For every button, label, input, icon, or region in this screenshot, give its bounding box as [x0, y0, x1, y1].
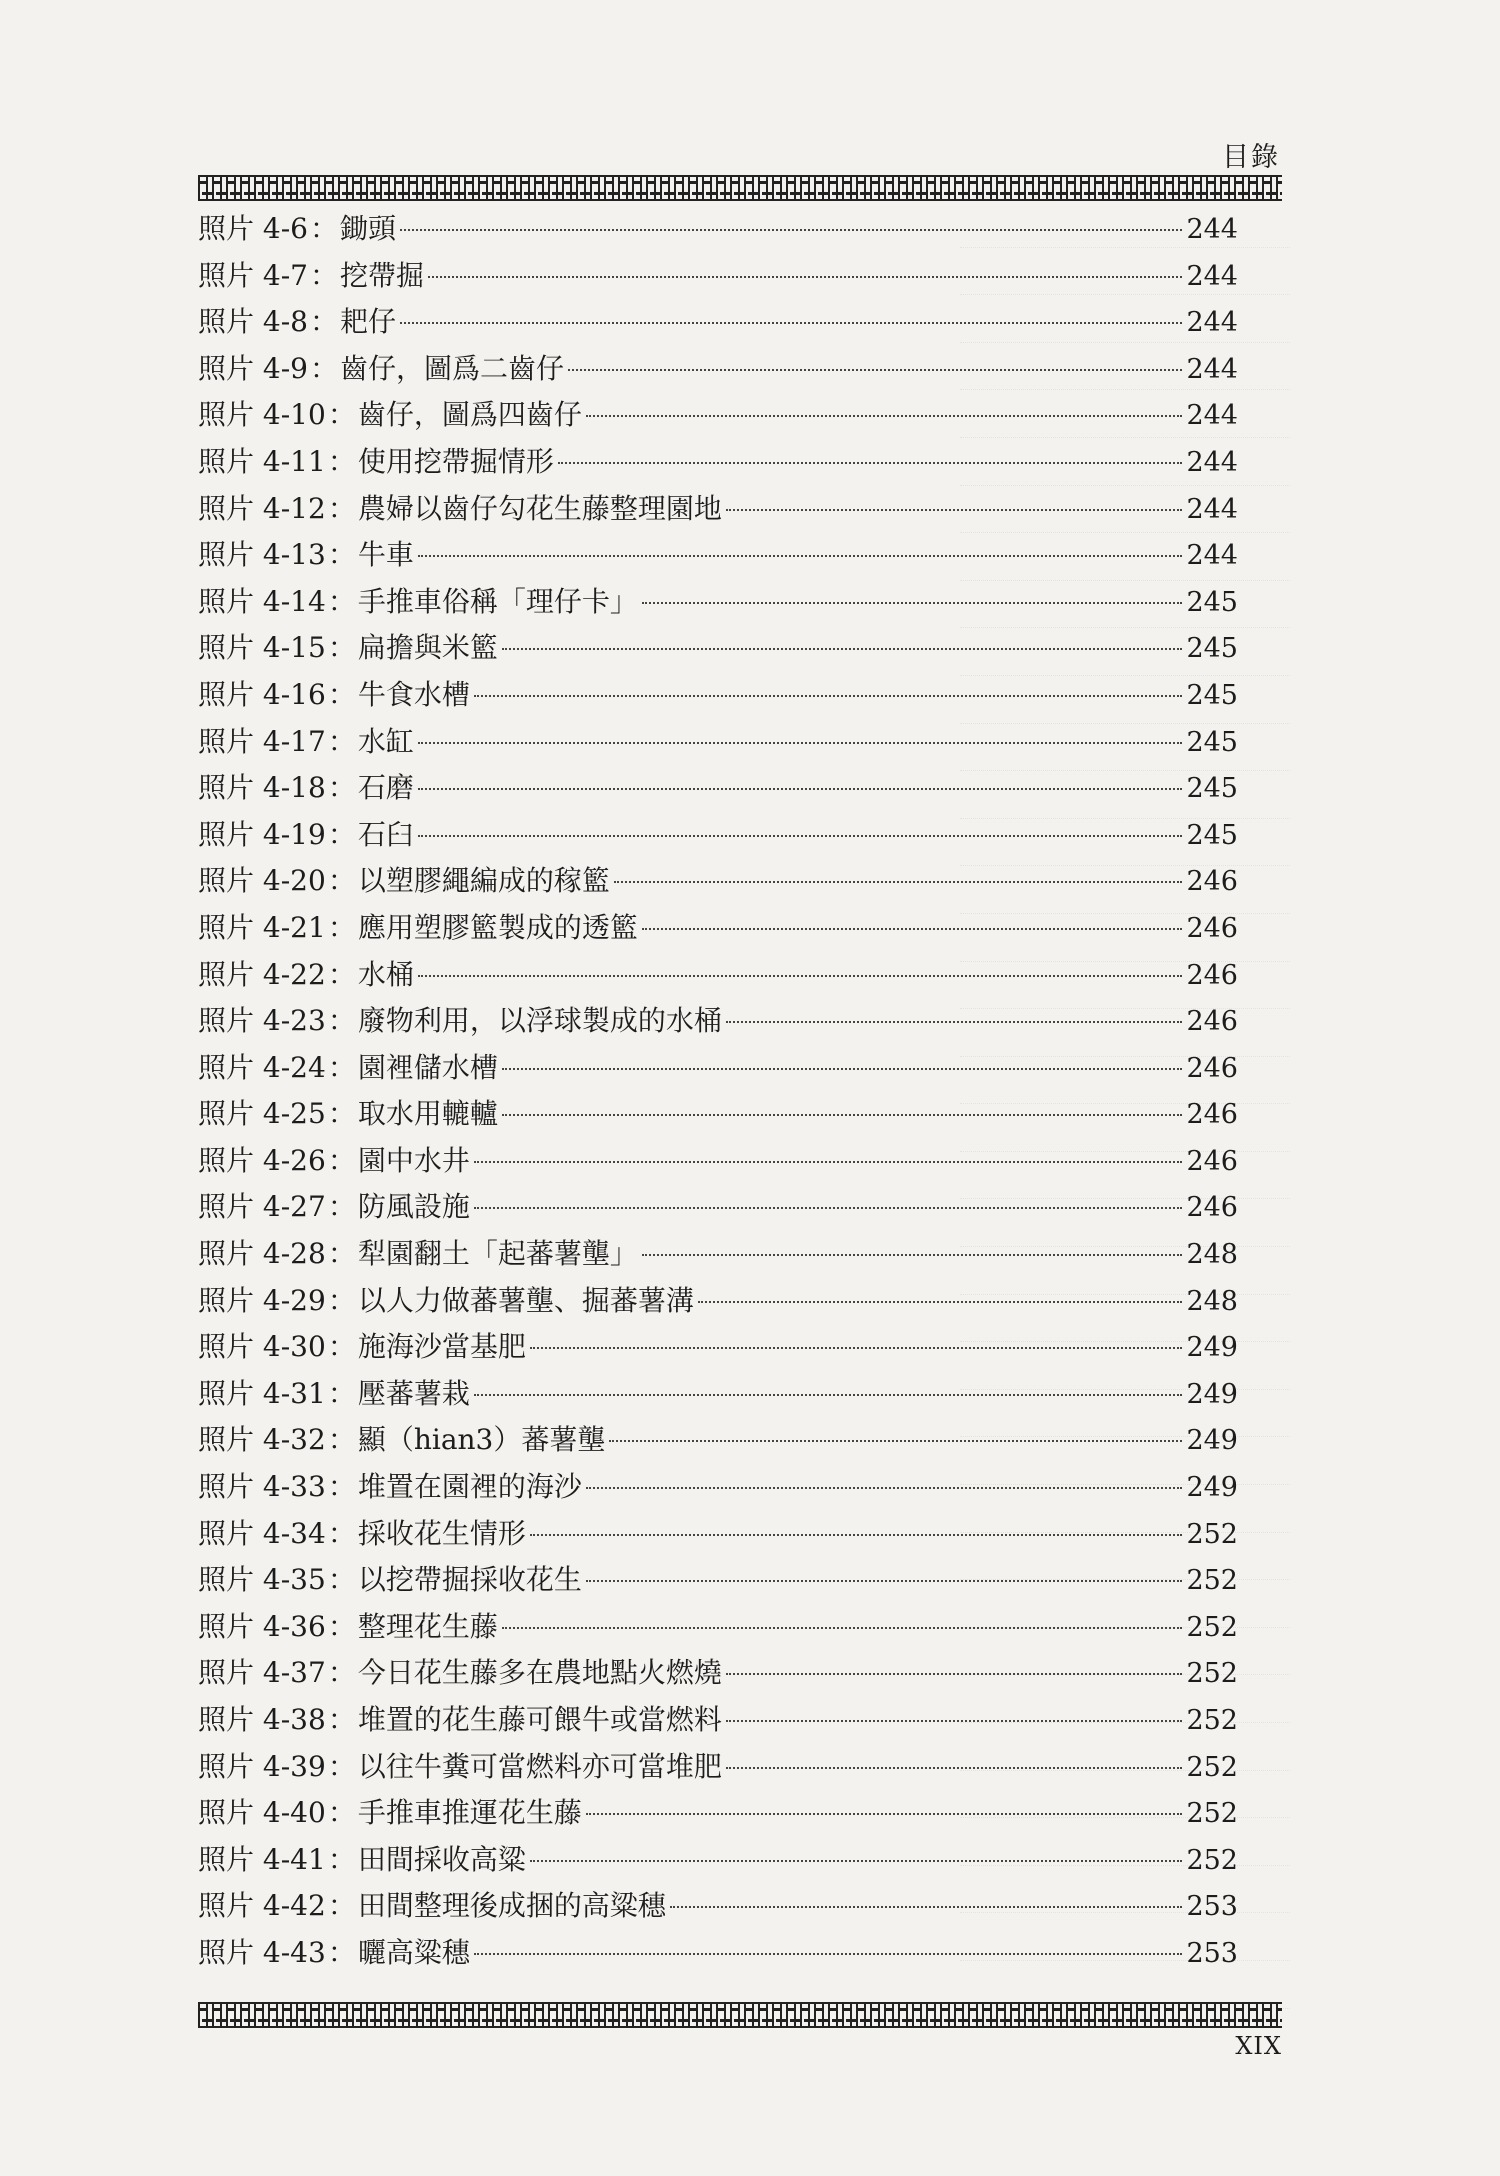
toc-leader-dots — [530, 1347, 1183, 1349]
toc-entry-page: 246 — [1186, 959, 1238, 991]
toc-entry-separator: ： — [327, 1842, 356, 1876]
toc-entry-page: 249 — [1186, 1425, 1238, 1457]
toc-entry-title: 園裡儲水槽 — [357, 1050, 498, 1084]
toc-entry-separator: ： — [327, 1563, 356, 1597]
toc-entry — [198, 206, 1238, 253]
toc-leader-dots — [670, 1906, 1183, 1908]
toc-entry-label — [198, 486, 722, 533]
toc-entry-label — [198, 1650, 722, 1697]
toc-entry-title: 以往牛糞可當燃料亦可當堆肥 — [357, 1749, 722, 1783]
toc-entry-title: 齒仔，圖爲二齒仔 — [340, 351, 565, 385]
toc-entry-page: 252 — [1186, 1798, 1238, 1830]
toc-entry-title: 取水用轆轤 — [357, 1097, 498, 1131]
toc-entry-label — [198, 1417, 605, 1464]
toc-entry-separator: ： — [327, 864, 356, 898]
toc-entry-id: 照片 4-14 — [198, 584, 326, 618]
toc-entry-title: 手推車俗稱「理仔卡」 — [357, 584, 638, 618]
toc-entry — [198, 1371, 1238, 1418]
toc-entry-page: 246 — [1186, 1052, 1238, 1084]
toc-leader-dots — [642, 1254, 1183, 1256]
toc-entry-id: 照片 4-34 — [198, 1516, 326, 1550]
toc-entry-page: 253 — [1186, 1891, 1238, 1923]
toc-entry-id: 照片 4-35 — [198, 1563, 326, 1597]
toc-leader-dots — [400, 229, 1182, 231]
toc-entry-label — [198, 1930, 470, 1977]
toc-entry-title: 今日花生藤多在農地點火燃燒 — [357, 1656, 722, 1690]
toc-entry-id: 照片 4-15 — [198, 631, 326, 665]
toc-leader-dots — [502, 1114, 1183, 1116]
toc-entry-page: 244 — [1186, 214, 1238, 245]
toc-entry-separator: ： — [327, 1330, 356, 1364]
toc-entry — [198, 346, 1238, 393]
toc-entry-title: 堆置在園裡的海沙 — [357, 1470, 582, 1504]
toc-entry-separator: ： — [327, 1935, 356, 1969]
toc-entry-title: 牛食水槽 — [357, 677, 470, 711]
toc-entry-separator: ： — [327, 584, 356, 618]
toc-entry-separator: ： — [327, 1097, 356, 1131]
toc-entry-title: 水桶 — [357, 957, 414, 991]
toc-entry-page: 245 — [1186, 726, 1238, 758]
toc-entry-label — [198, 579, 638, 626]
toc-entry-separator: ： — [327, 491, 356, 525]
toc-entry-label — [198, 206, 396, 253]
toc-entry — [198, 765, 1238, 812]
toc-entry-separator: ： — [327, 1004, 356, 1038]
toc-entry-separator: ： — [327, 1796, 356, 1830]
toc-entry-id: 照片 4-28 — [198, 1237, 326, 1271]
toc-entry-title: 壓蕃薯栽 — [357, 1376, 470, 1410]
toc-entry-label — [198, 1184, 470, 1231]
toc-entry — [198, 952, 1238, 999]
toc-entry-label — [198, 1138, 470, 1185]
toc-entry-label — [198, 1045, 498, 1092]
toc-entry-label — [198, 998, 722, 1045]
toc-entry-title: 牛車 — [357, 538, 414, 572]
toc-entry-label — [198, 253, 424, 300]
toc-entry-label — [198, 1464, 582, 1511]
toc-entry-page: 244 — [1186, 446, 1238, 478]
toc-entry — [198, 719, 1238, 766]
toc-entry — [198, 1184, 1238, 1231]
toc-entry-title: 使用挖帶掘情形 — [357, 444, 554, 478]
toc-entry-separator: ： — [310, 212, 339, 245]
toc-entry-separator: ： — [327, 817, 356, 851]
toc-entry-separator: ： — [327, 538, 356, 572]
toc-entry-separator: ： — [327, 771, 356, 805]
toc-entry-label — [198, 1604, 498, 1651]
toc-entry-page: 249 — [1186, 1332, 1238, 1364]
toc-entry-separator: ： — [327, 1889, 356, 1923]
toc-leader-dots — [642, 602, 1183, 604]
toc-leader-dots — [474, 1394, 1183, 1396]
toc-entry-page: 252 — [1186, 1658, 1238, 1690]
toc-entry-page: 252 — [1186, 1705, 1238, 1736]
toc-entry-page: 244 — [1186, 493, 1238, 525]
toc-entry-separator: ： — [310, 351, 339, 385]
toc-entry-title: 耙仔 — [340, 305, 397, 339]
toc-entry-label — [198, 1697, 722, 1744]
toc-entry-page: 245 — [1186, 586, 1238, 618]
toc-entry-label — [198, 1278, 694, 1325]
toc-entry — [198, 1650, 1238, 1697]
toc-entry-title: 犁園翻土「起蕃薯壟」 — [357, 1237, 638, 1271]
toc-entry-label — [198, 1790, 582, 1837]
toc-entry — [198, 392, 1238, 439]
toc-entry-separator: ： — [327, 677, 356, 711]
toc-entry-page: 253 — [1186, 1937, 1238, 1969]
toc-entry-separator: ： — [327, 444, 356, 478]
toc-leader-dots — [726, 1021, 1183, 1023]
toc-entry-title: 農婦以齒仔勾花生藤整理園地 — [357, 491, 722, 525]
toc-entry-page: 246 — [1186, 1145, 1238, 1177]
toc-entry-label — [198, 905, 638, 952]
toc-entry-id: 照片 4-12 — [198, 491, 326, 525]
toc-entry-id: 照片 4-19 — [198, 817, 326, 851]
toc-entry-id: 照片 4-31 — [198, 1376, 326, 1410]
toc-entry — [198, 1045, 1238, 1092]
toc-entry-separator: ： — [327, 1423, 356, 1457]
toc-entry — [198, 1324, 1238, 1371]
toc-entry-label — [198, 1883, 666, 1930]
toc-leader-dots — [568, 369, 1182, 371]
toc-entry-title: 石磨 — [357, 771, 414, 805]
toc-entry-separator: ： — [310, 258, 339, 292]
toc-entry-id: 照片 4-25 — [198, 1097, 326, 1131]
toc-leader-dots — [474, 695, 1183, 697]
toc-leader-dots — [418, 975, 1183, 977]
toc-entry-separator: ： — [327, 398, 356, 432]
toc-entry-separator: ： — [327, 1656, 356, 1690]
toc-leader-dots — [530, 1534, 1183, 1536]
toc-entry-page: 249 — [1186, 1378, 1238, 1410]
toc-leader-dots — [558, 462, 1183, 464]
toc-leader-dots — [642, 928, 1183, 930]
page-number: XIX — [1235, 2032, 1282, 2060]
toc-entry-id: 照片 4-32 — [198, 1423, 326, 1457]
toc-leader-dots — [726, 509, 1183, 511]
toc-entry — [198, 1091, 1238, 1138]
toc-entry-page: 245 — [1186, 633, 1238, 665]
toc-entry-title: 手推車推運花生藤 — [357, 1796, 582, 1830]
toc-entry-page: 245 — [1186, 773, 1238, 805]
toc-entry-title: 防風設施 — [357, 1190, 470, 1224]
toc-entry-id: 照片 4-38 — [198, 1703, 326, 1736]
toc-leader-dots — [418, 835, 1183, 837]
toc-entry-id: 照片 4-21 — [198, 910, 326, 944]
toc-entry-id: 照片 4-40 — [198, 1796, 326, 1830]
toc-entry-title: 鋤頭 — [340, 212, 397, 245]
toc-entry-id: 照片 4-23 — [198, 1004, 326, 1038]
page-header-title: 目錄 — [1222, 142, 1280, 173]
toc-entry-id: 照片 4-36 — [198, 1609, 326, 1643]
toc-entry-label — [198, 1324, 526, 1371]
toc-leader-dots — [586, 1813, 1183, 1815]
toc-entry — [198, 579, 1238, 626]
toc-entry-id: 照片 4-20 — [198, 864, 326, 898]
toc-entry-label — [198, 1231, 638, 1278]
toc-entry-separator: ： — [327, 1470, 356, 1504]
toc-entry-id: 照片 4-22 — [198, 957, 326, 991]
toc-leader-dots — [609, 1440, 1182, 1442]
toc-entry — [198, 998, 1238, 1045]
toc-leader-dots — [502, 1068, 1183, 1070]
toc-leader-dots — [726, 1767, 1183, 1769]
toc-leader-dots — [474, 1207, 1183, 1209]
toc-entry-label — [198, 719, 414, 766]
toc-entry-label — [198, 392, 582, 439]
toc-entry-page: 244 — [1186, 307, 1238, 339]
toc-entry — [198, 1417, 1238, 1464]
toc-entry-title: 以人力做蕃薯壟、掘蕃薯溝 — [357, 1283, 694, 1317]
toc-entry-title: 齒仔，圖爲四齒仔 — [357, 398, 582, 432]
toc-entry-title: 水缸 — [357, 724, 414, 758]
toc-entry-id: 照片 4-41 — [198, 1842, 326, 1876]
toc-entry — [198, 299, 1238, 346]
toc-entry-page: 248 — [1186, 1239, 1238, 1271]
toc-leader-dots — [586, 1487, 1183, 1489]
toc-entry — [198, 253, 1238, 300]
toc-entry-id: 照片 4-29 — [198, 1283, 326, 1317]
toc-entry-title: 堆置的花生藤可餵牛或當燃料 — [357, 1703, 722, 1736]
toc-entry-id: 照片 4-10 — [198, 398, 326, 432]
toc-entry — [198, 1511, 1238, 1558]
toc-entry-page: 244 — [1186, 540, 1238, 572]
toc-leader-dots — [530, 1860, 1183, 1862]
toc-entry-id: 照片 4-43 — [198, 1935, 326, 1969]
toc-entry-label — [198, 625, 498, 672]
toc-entry-page: 246 — [1186, 1006, 1238, 1038]
toc-entry-id: 照片 4-24 — [198, 1050, 326, 1084]
toc-entry-separator: ： — [327, 1703, 356, 1736]
toc-entry-page: 244 — [1186, 353, 1238, 385]
toc-entry-title: 應用塑膠籃製成的透籃 — [357, 910, 638, 944]
toc-entry-label — [198, 1557, 582, 1604]
toc-leader-dots — [698, 1301, 1183, 1303]
toc-entry-title: 以塑膠繩編成的稼籃 — [357, 864, 610, 898]
toc-entry-id: 照片 4-16 — [198, 677, 326, 711]
toc-entry-separator: ： — [327, 1143, 356, 1177]
toc-entry — [198, 1278, 1238, 1325]
toc-entry-page: 252 — [1186, 1844, 1238, 1876]
toc-entry-separator: ： — [327, 957, 356, 991]
toc-leader-dots — [400, 322, 1182, 324]
toc-entry — [198, 672, 1238, 719]
toc-entry-id: 照片 4-7 — [198, 258, 308, 292]
toc-entry-title: 田間整理後成捆的高粱穗 — [357, 1889, 666, 1923]
top-meander-border — [198, 175, 1282, 201]
toc-entry-separator: ： — [327, 1237, 356, 1271]
toc-entry-id: 照片 4-37 — [198, 1656, 326, 1690]
toc-entry-separator: ： — [327, 1749, 356, 1783]
toc-entry-page: 246 — [1186, 912, 1238, 944]
toc-entry — [198, 1557, 1238, 1604]
toc-entry-page: 252 — [1186, 1518, 1238, 1550]
toc-entry-label — [198, 812, 414, 859]
toc-entry-id: 照片 4-27 — [198, 1190, 326, 1224]
toc-entry-title: 以挖帶掘採收花生 — [357, 1563, 582, 1597]
toc-leader-dots — [428, 276, 1182, 278]
toc-entry — [198, 1930, 1238, 1977]
toc-entry — [198, 532, 1238, 579]
toc-entry-page: 252 — [1186, 1611, 1238, 1643]
toc-entry-separator: ： — [310, 305, 339, 339]
toc-entry-label — [198, 439, 554, 486]
toc-entry-title: 整理花生藤 — [357, 1609, 498, 1643]
toc-entry-page: 245 — [1186, 679, 1238, 711]
toc-entry — [198, 486, 1238, 533]
toc-entry-separator: ： — [327, 1609, 356, 1643]
toc-entry-page: 244 — [1186, 260, 1238, 292]
bottom-meander-border — [198, 2002, 1282, 2028]
toc-entry — [198, 1604, 1238, 1651]
toc-entry-page: 252 — [1186, 1565, 1238, 1597]
toc-entry-id: 照片 4-6 — [198, 212, 308, 245]
toc-entry — [198, 439, 1238, 486]
toc-leader-dots — [726, 1673, 1183, 1675]
toc-entry-id: 照片 4-42 — [198, 1889, 326, 1923]
toc-entry-id: 照片 4-33 — [198, 1470, 326, 1504]
toc-entry-label — [198, 299, 396, 346]
toc-leader-dots — [418, 742, 1183, 744]
toc-entry-title: 石臼 — [357, 817, 414, 851]
toc-entry-separator: ： — [327, 1050, 356, 1084]
toc-entry-title: 顯（hian3）蕃薯壟 — [357, 1423, 606, 1457]
toc-entry — [198, 858, 1238, 905]
toc-entry-id: 照片 4-18 — [198, 771, 326, 805]
toc-entry-page: 249 — [1186, 1472, 1238, 1504]
toc-leader-dots — [586, 1580, 1183, 1582]
toc-entry-page: 246 — [1186, 866, 1238, 898]
toc-leader-dots — [726, 1720, 1183, 1722]
toc-entry-page: 248 — [1186, 1285, 1238, 1317]
toc-entry-page: 245 — [1186, 819, 1238, 851]
toc-leader-dots — [418, 555, 1183, 557]
toc-entry-separator: ： — [327, 1516, 356, 1550]
toc-entry-title: 園中水井 — [357, 1143, 470, 1177]
toc-entry-id: 照片 4-39 — [198, 1749, 326, 1783]
toc-entry-page: 244 — [1186, 400, 1238, 432]
toc-entry-label — [198, 1744, 722, 1791]
toc-entry-title: 採收花生情形 — [357, 1516, 526, 1550]
toc-entry-title: 田間採收高粱 — [357, 1842, 526, 1876]
toc-entry-label — [198, 1837, 526, 1884]
toc-leader-dots — [586, 415, 1183, 417]
toc-entry-separator: ： — [327, 1190, 356, 1224]
toc-entry-label — [198, 858, 610, 905]
toc-entry — [198, 1790, 1238, 1837]
toc-entry — [198, 1837, 1238, 1884]
toc-leader-dots — [502, 648, 1183, 650]
toc-entry — [198, 1883, 1238, 1930]
toc-entry-title: 曬高粱穗 — [357, 1935, 470, 1969]
toc-entry-label — [198, 672, 470, 719]
toc-entry-id: 照片 4-8 — [198, 305, 308, 339]
toc-entry — [198, 1138, 1238, 1185]
toc-entry-label — [198, 346, 564, 393]
toc-entry-id: 照片 4-30 — [198, 1330, 326, 1364]
toc-leader-dots — [502, 1627, 1183, 1629]
toc-entry-label — [198, 1091, 498, 1138]
toc-entry — [198, 905, 1238, 952]
toc-entry — [198, 1744, 1238, 1791]
toc-entry-page: 252 — [1186, 1751, 1238, 1783]
toc-entry-page: 246 — [1186, 1099, 1238, 1131]
toc-entry-id: 照片 4-11 — [198, 444, 326, 478]
toc-entry-id: 照片 4-26 — [198, 1143, 326, 1177]
toc-entry-page: 246 — [1186, 1192, 1238, 1224]
toc-entry-separator: ： — [327, 724, 356, 758]
toc-entry-id: 照片 4-13 — [198, 538, 326, 572]
toc-entry — [198, 625, 1238, 672]
toc-entry-label — [198, 765, 414, 812]
toc-leader-dots — [474, 1161, 1183, 1163]
toc-entry-label — [198, 952, 414, 999]
toc-entry — [198, 812, 1238, 859]
toc-entry-title: 廢物利用，以浮球製成的水桶 — [357, 1004, 722, 1038]
toc-entry-label — [198, 532, 414, 579]
toc-leader-dots — [474, 1953, 1183, 1955]
toc-entry-separator: ： — [327, 1376, 356, 1410]
toc-entry-title: 施海沙當基肥 — [357, 1330, 526, 1364]
toc-entry — [198, 1697, 1238, 1744]
table-of-contents — [198, 206, 1238, 1977]
toc-entry-label — [198, 1511, 526, 1558]
toc-entry-id: 照片 4-17 — [198, 724, 326, 758]
toc-leader-dots — [418, 788, 1183, 790]
toc-entry-title: 扁擔與米籃 — [357, 631, 498, 665]
toc-entry-title: 挖帶掘 — [340, 258, 425, 292]
toc-entry — [198, 1464, 1238, 1511]
toc-entry-separator: ： — [327, 631, 356, 665]
toc-entry-separator: ： — [327, 910, 356, 944]
toc-entry-id: 照片 4-9 — [198, 351, 308, 385]
toc-entry-separator: ： — [327, 1283, 356, 1317]
toc-entry — [198, 1231, 1238, 1278]
toc-entry-label — [198, 1371, 470, 1418]
toc-leader-dots — [614, 881, 1183, 883]
